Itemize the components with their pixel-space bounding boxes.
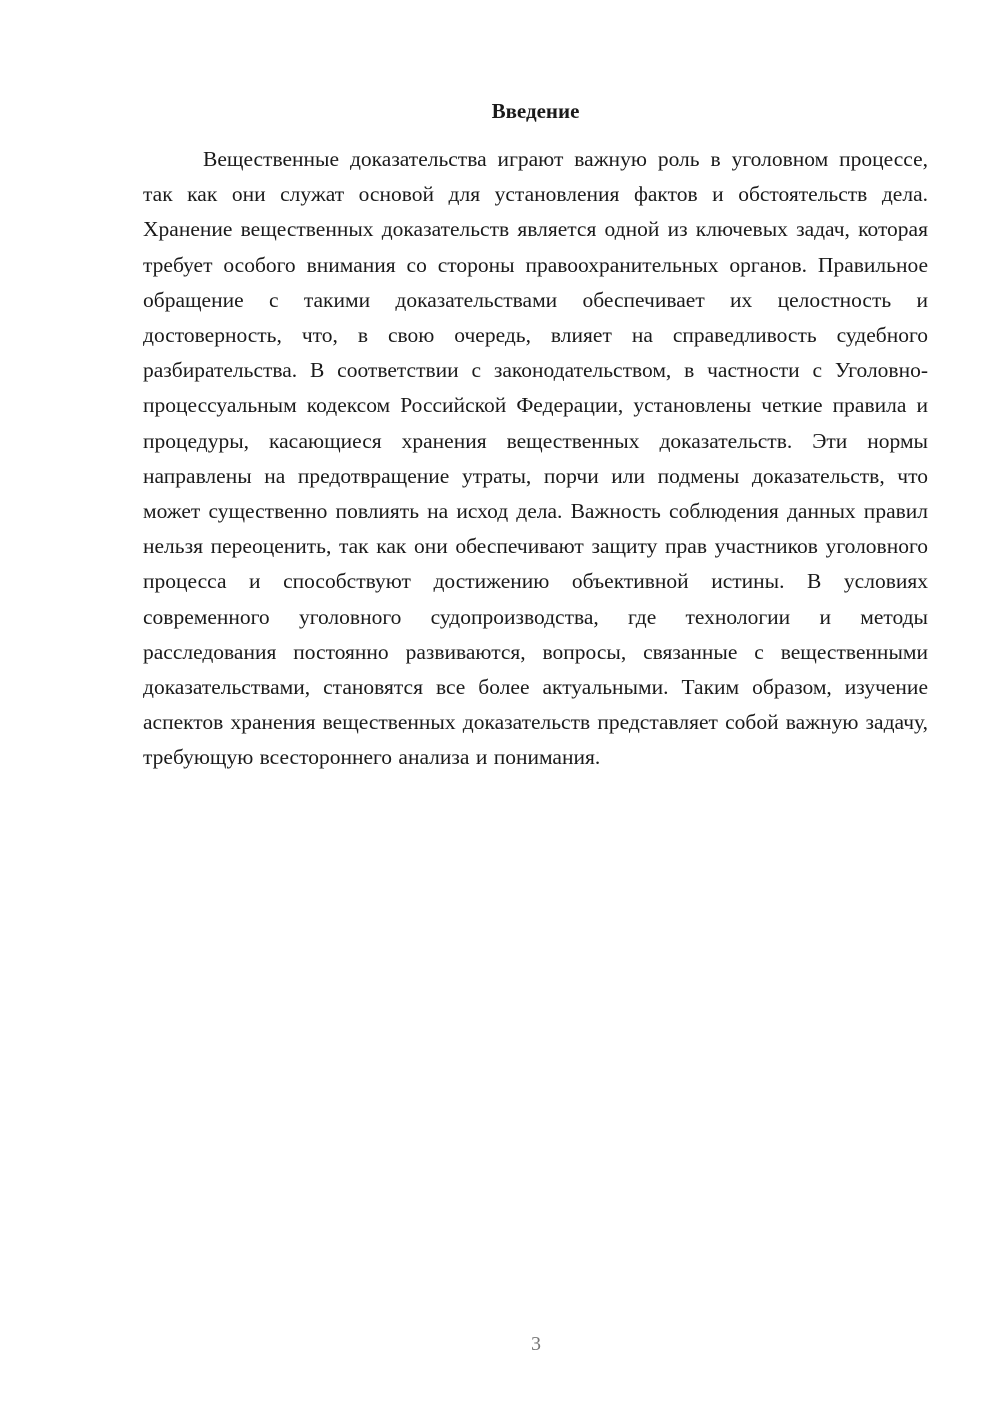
page-number: 3	[531, 1333, 541, 1355]
page-title: Введение	[491, 99, 580, 123]
body-paragraph: Вещественные доказательства играют важную роль в уголовном процессе, так как они служат основой для установления фактов и обстоятельств дела. Хранение вещественных доказательств является одной из ключевых задач, которая требует особого внимания со стороны правоохранительных органов. Правильное обращение с такими доказательствами обеспечивает их целостность и достоверность, что, в свою очередь, влияет на справедливость судебного разбирательства. В соответствии с законодательством, в частности с Уголовно-процессуальным кодексом Российской Федерации, установлены четкие правила и процедуры, касающиеся хранения вещественных доказательств. Эти нормы направлены на предотвращение утраты, порчи или подмены доказательств, что может существенно повлиять на исход дела. Важность соблюдения данных правил нельзя переоценить, так как они обеспечивают защиту прав участников уголовного процесса и способствуют достижению объективной истины. В условиях современного уголовного судопроизводства, где технологии и методы расследования постоянно развиваются, вопросы, связанные с вещественными доказательствами, становятся все более актуальными. Таким образом, изучение аспектов хранения вещественных доказательств представляет собой важную задачу, требующую всестороннего анализа и понимания.	[143, 147, 928, 770]
